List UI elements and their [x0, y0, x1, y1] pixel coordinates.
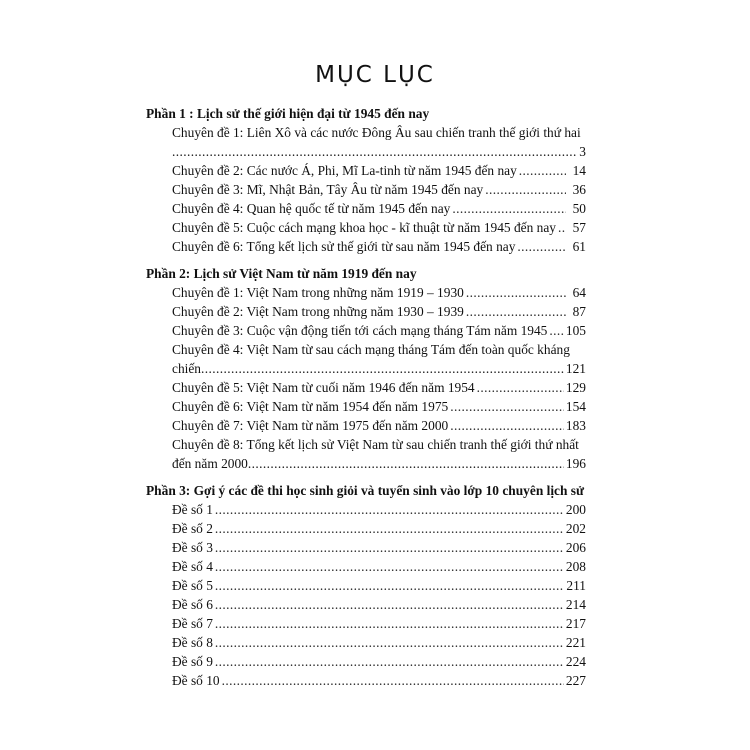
toc-page-number: 183	[565, 418, 586, 433]
toc-entry[interactable]	[146, 340, 586, 378]
toc-page-number: 3	[579, 144, 586, 159]
toc-page-number: 14	[572, 163, 586, 178]
toc-entry-label: Chuyên đề 2: Việt Nam trong những năm 1930 – 1939	[172, 304, 464, 319]
toc-page-number: 154	[565, 399, 586, 414]
leader-dots	[215, 576, 564, 595]
leader-dots	[215, 538, 564, 557]
table-of-contents	[146, 104, 586, 690]
part-heading: Phần 3: Gợi ý các đề thi học sinh giỏi và tuyển sinh vào lớp 10 chuyên lịch sử	[146, 483, 585, 498]
page-title: MỤC LỤC	[315, 62, 435, 88]
toc-entry[interactable]	[146, 614, 586, 633]
toc-page-number: 64	[572, 285, 586, 300]
toc-entry-label: Chuyên đề 6: Việt Nam từ năm 1954 đến năm 1975	[172, 399, 449, 414]
toc-entry[interactable]	[146, 435, 586, 473]
leader-dots	[215, 614, 564, 633]
toc-entry-label: Chuyên đề 2: Các nước Á, Phi, Mĩ La-tinh từ năm 1945 đến nay	[172, 163, 517, 178]
toc-entry[interactable]	[146, 199, 586, 218]
leader-dots	[466, 302, 566, 321]
leader-dots	[450, 397, 564, 416]
toc-page-number: 105	[565, 323, 586, 338]
toc-page-number: 221	[565, 635, 586, 650]
toc-entry-label-cont: chiến	[172, 361, 201, 376]
toc-entry-label: Đề số 1	[172, 502, 213, 517]
leader-dots	[452, 199, 566, 218]
toc-entry[interactable]	[146, 500, 586, 519]
toc-entry[interactable]	[146, 283, 586, 302]
toc-entry-label: Đề số 3	[172, 540, 213, 555]
toc-entry-label: Chuyên đề 6: Tổng kết lịch sử thế giới từ sau năm 1945 đến nay	[172, 239, 516, 254]
leader-dots	[201, 359, 564, 378]
toc-page-number: 61	[572, 239, 586, 254]
toc-entry[interactable]	[146, 180, 586, 199]
leader-dots	[450, 416, 564, 435]
leader-dots	[485, 180, 566, 199]
toc-entry-label: Chuyên đề 5: Việt Nam từ cuối năm 1946 đến năm 1954	[172, 380, 475, 395]
leader-dots	[466, 283, 566, 302]
toc-entry-label: Chuyên đề 7: Việt Nam từ năm 1975 đến năm 2000	[172, 418, 449, 433]
toc-entry-label: Chuyên đề 8: Tổng kết lịch sử Việt Nam từ sau chiến tranh thế giới thứ nhất	[172, 437, 579, 452]
toc-page-number: 121	[565, 361, 586, 376]
leader-dots	[215, 595, 564, 614]
toc-page-number: 129	[565, 380, 586, 395]
toc-entry-row	[172, 142, 586, 161]
toc-entry[interactable]	[146, 416, 586, 435]
toc-entry[interactable]	[146, 123, 586, 161]
toc-entry-label: Đề số 4	[172, 559, 213, 574]
toc-page-number: 202	[565, 521, 586, 536]
leader-dots	[549, 321, 564, 340]
toc-entry[interactable]	[146, 397, 586, 416]
toc-entry-label: Đề số 2	[172, 521, 213, 536]
toc-page-number: 208	[565, 559, 586, 574]
toc-entry-label: Đề số 9	[172, 654, 213, 669]
toc-entry-label: Đề số 5	[172, 578, 213, 593]
leader-dots	[215, 500, 564, 519]
toc-page-number: 50	[572, 201, 586, 216]
toc-entry-label: Đề số 10	[172, 673, 220, 688]
toc-page-number: 217	[565, 616, 586, 631]
leader-dots	[215, 633, 564, 652]
toc-entry[interactable]	[146, 652, 586, 671]
leader-dots	[222, 671, 564, 690]
toc-entry[interactable]	[146, 557, 586, 576]
toc-entry[interactable]	[146, 378, 586, 397]
leader-dots	[215, 652, 564, 671]
toc-entry[interactable]	[146, 576, 586, 595]
toc-entry[interactable]	[146, 237, 586, 256]
toc-page-number: 227	[565, 673, 586, 688]
toc-page-number: 36	[572, 182, 586, 197]
toc-entry-label: Đề số 8	[172, 635, 213, 650]
toc-page-number: 200	[565, 502, 586, 517]
toc-entry-label: Chuyên đề 3: Cuộc vận động tiến tới cách mạng tháng Tám năm 1945	[172, 323, 548, 338]
leader-dots	[172, 142, 577, 161]
toc-entry[interactable]	[146, 302, 586, 321]
toc-entry[interactable]	[146, 538, 586, 557]
toc-entry-row	[172, 359, 586, 378]
leader-dots	[248, 454, 564, 473]
leader-dots	[519, 161, 566, 180]
toc-page-number: 211	[566, 578, 586, 593]
leader-dots	[215, 557, 564, 576]
toc-entry[interactable]	[146, 321, 586, 340]
toc-entry-label: Đề số 6	[172, 597, 213, 612]
toc-entry[interactable]	[146, 633, 586, 652]
toc-entry-label: Đề số 7	[172, 616, 213, 631]
toc-page-number: 224	[565, 654, 586, 669]
part-heading: Phần 2: Lịch sử Việt Nam từ năm 1919 đến nay	[146, 266, 417, 281]
toc-page-number: 196	[565, 456, 586, 471]
leader-dots	[558, 218, 566, 237]
toc-page-number: 206	[565, 540, 586, 555]
leader-dots	[215, 519, 564, 538]
toc-entry[interactable]	[146, 671, 586, 690]
toc-entry-row	[172, 454, 586, 473]
toc-page-number: 87	[572, 304, 586, 319]
toc-entry-label: Chuyên đề 1: Liên Xô và các nước Đông Âu sau chiến tranh thế giới thứ hai	[172, 125, 581, 140]
toc-entry-label: Chuyên đề 4: Việt Nam từ sau cách mạng tháng Tám đến toàn quốc kháng	[172, 342, 570, 357]
toc-entry[interactable]	[146, 218, 586, 237]
toc-entry-label-cont: đến năm 2000	[172, 456, 248, 471]
toc-entry-label: Chuyên đề 5: Cuộc cách mạng khoa học - kĩ thuật từ năm 1945 đến nay	[172, 220, 556, 235]
toc-entry-label: Chuyên đề 1: Việt Nam trong những năm 1919 – 1930	[172, 285, 464, 300]
toc-entry-label: Chuyên đề 4: Quan hệ quốc tế từ năm 1945 đến nay	[172, 201, 451, 216]
toc-entry[interactable]	[146, 595, 586, 614]
toc-entry[interactable]	[146, 161, 586, 180]
toc-entry-label: Chuyên đề 3: Mĩ, Nhật Bản, Tây Âu từ năm 1945 đến nay	[172, 182, 484, 197]
toc-page-number: 214	[565, 597, 586, 612]
toc-page-number: 57	[572, 220, 586, 235]
leader-dots	[477, 378, 564, 397]
leader-dots	[517, 237, 566, 256]
part-heading: Phần 1 : Lịch sử thế giới hiện đại từ 1945 đến nay	[146, 106, 430, 121]
toc-entry[interactable]	[146, 519, 586, 538]
